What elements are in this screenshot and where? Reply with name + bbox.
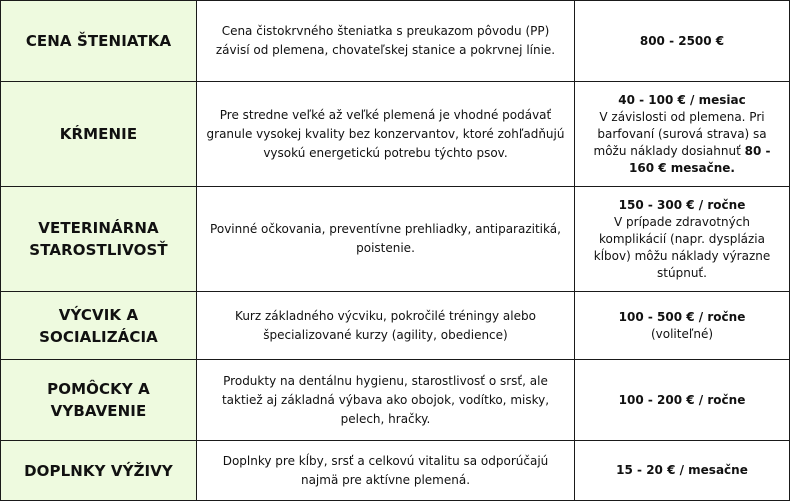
price-note-text: V závislosti od plemena. Pri barfovaní (surová strava) sa môžu náklady dosiahnuť xyxy=(593,109,767,158)
category-cell xyxy=(1,187,197,292)
table-row-vet-care xyxy=(1,187,790,292)
description-cell xyxy=(197,82,575,187)
description-text: Doplnky pre kĺby, srsť a celkovú vitalitu sa odporúčajú najmä pre aktívne plemená. xyxy=(222,453,549,487)
description-cell xyxy=(197,187,575,292)
category-label: KŔMENIE xyxy=(59,125,138,143)
category-cell xyxy=(1,360,197,441)
table-row-training xyxy=(1,292,790,360)
price-value: 800 - 2500 € xyxy=(639,33,725,48)
category-label: DOPLNKY VÝŽIVY xyxy=(24,461,173,480)
category-label: CENA ŠTENIATKA xyxy=(25,32,172,50)
price-cell xyxy=(575,441,790,501)
price-value: 100 - 500 € / ročne xyxy=(618,309,746,324)
description-text: Kurz základného výcviku, pokročilé tréningy alebo špecializované kurzy (agility, obedience) xyxy=(235,308,536,342)
price-cell xyxy=(575,360,790,441)
category-label: VÝCVIK A SOCIALIZÁCIA xyxy=(39,305,158,346)
description-cell xyxy=(197,360,575,441)
price-note xyxy=(581,109,783,177)
price-note: V prípade zdravotných komplikácií (napr. dysplázia kĺbov) môžu náklady výrazne stúpnuť. xyxy=(593,214,771,280)
price-value: 100 - 200 € / ročne xyxy=(618,392,746,407)
category-cell xyxy=(1,292,197,360)
description-cell xyxy=(197,441,575,501)
category-label: POMÔCKY A VYBAVENIE xyxy=(47,380,150,420)
price-cell xyxy=(575,292,790,360)
table-row-equipment xyxy=(1,360,790,441)
price-cell xyxy=(575,82,790,187)
category-cell xyxy=(1,82,197,187)
price-note-bold: 80 - 160 € mesačne. xyxy=(629,143,771,175)
price-cell xyxy=(575,1,790,82)
price-cell xyxy=(575,187,790,292)
description-cell xyxy=(197,1,575,82)
price-value: 150 - 300 € / ročne xyxy=(618,197,746,212)
category-label: VETERINÁRNA STAROSTLIVOSŤ xyxy=(29,219,168,259)
description-cell xyxy=(197,292,575,360)
description-text: Produkty na dentálnu hygienu, starostlivosť o srsť, ale taktiež aj základná výbava ako obojok, vodítko, misky, pelech, hračky. xyxy=(221,373,550,426)
category-cell xyxy=(1,441,197,501)
description-text: Povinné očkovania, preventívne prehliadky, antiparazitiká, poistenie. xyxy=(210,222,561,255)
price-value: 40 - 100 € / mesiac xyxy=(618,92,746,107)
price-note: (voliteľné) xyxy=(650,326,714,341)
table-row-puppy-price xyxy=(1,1,790,82)
table-row-feeding xyxy=(1,82,790,187)
table-row-supplements xyxy=(1,441,790,501)
description-text: Cena čistokrvného šteniatka s preukazom pôvodu (PP) závisí od plemena, chovateľskej stanice a pokrvnej línie. xyxy=(215,24,556,57)
category-cell xyxy=(1,1,197,82)
price-value: 15 - 20 € / mesačne xyxy=(616,463,748,477)
description-text: Pre stredne veľké až veľké plemená je vhodné podávať granule vysokej kvality bez konzervantov, ktoré zohľadňujú vysokú energetickú potrebu týchto psov. xyxy=(206,107,565,160)
